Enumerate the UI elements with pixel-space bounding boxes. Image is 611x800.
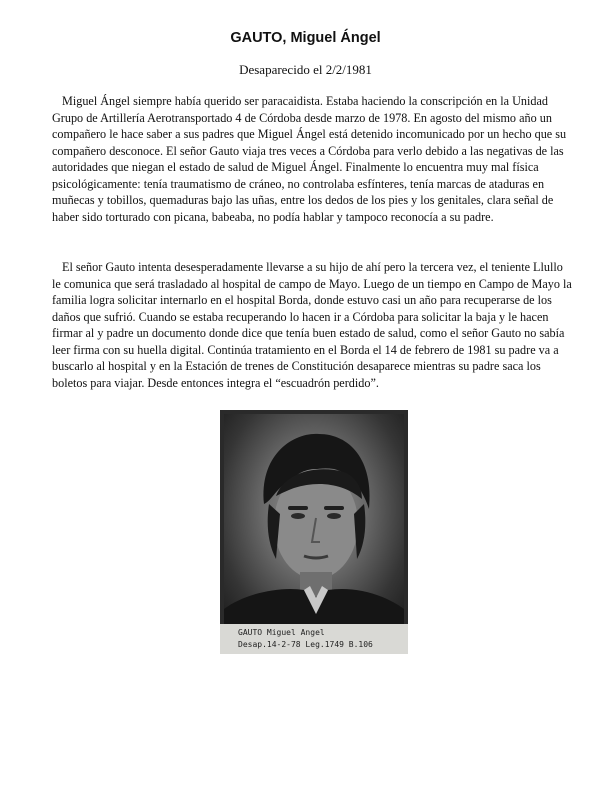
photo-caption <box>220 624 408 654</box>
portrait-photo <box>220 410 408 654</box>
document-subtitle: Desaparecido el 2/2/1981 <box>239 62 372 77</box>
photo-caption-line-1: GAUTO Miguel Angel <box>238 628 325 637</box>
portrait-illustration <box>224 414 404 626</box>
paragraph-2-text: El señor Gauto intenta desesperadamente llevarse a su hijo de ahí pero la tercera vez, el teniente Llullo le comunica que será trasladado al hospital de campo de Mayo. Luego de un tiempo en Campo de Mayo la familia logra solicitar internarlo en el hospital Borda, donde estuvo casi un año para recuperarse de los daños que sufrió. Cuando se estaba recuperando lo hacen ir a Córdoba para solicitar la baja y le hacen firmar al y padre un documento donde dice que tenía buen estado de salud, como el señor Gauto no sabía leer firma con su huella digital. Continúa tratamiento en el Borda el 14 de febrero de 1981 su padre va a buscarlo al hospital y en la Estación de trenes de Constitución desaparece mientras su padre saca los boletos para viajar. Desde entonces integra el “escuadrón perdido”. <box>52 260 572 390</box>
photo-caption-line-2: Desap.14-2-78 Leg.1749 B.106 <box>238 640 373 649</box>
paragraph-1 <box>52 93 572 225</box>
paragraph-1-text: Miguel Ángel siempre había querido ser paracaidista. Estaba haciendo la conscripción en la Unidad Grupo de Artillería Aerotransportado 4 de Córdoba desde marzo de 1978. En agosto del mismo año un compañero le hace saber a sus padres que Miguel Ángel está detenido incomunicado por un hecho que su compañero desconoce. El señor Gauto viaja tres veces a Córdoba para verlo debido a las negativas de las autoridades que niegan el estado de salud de Miguel Ángel. Finalmente lo encuentra muy mal física psicológicamente: tenía traumatismo de cráneo, no controlaba esfínteres, tenía marcas de ataduras en muñecas y tobillos, quemaduras bajo las uñas, entre los dedos de los pies y los genitales, clara señal de haber sido torturado con picana, babeaba, no podía hablar y tampoco reconocía a su padre. <box>52 94 567 224</box>
document-title: GAUTO, Miguel Ángel <box>230 30 381 46</box>
portrait-image <box>224 414 404 626</box>
paragraph-2 <box>52 259 572 391</box>
